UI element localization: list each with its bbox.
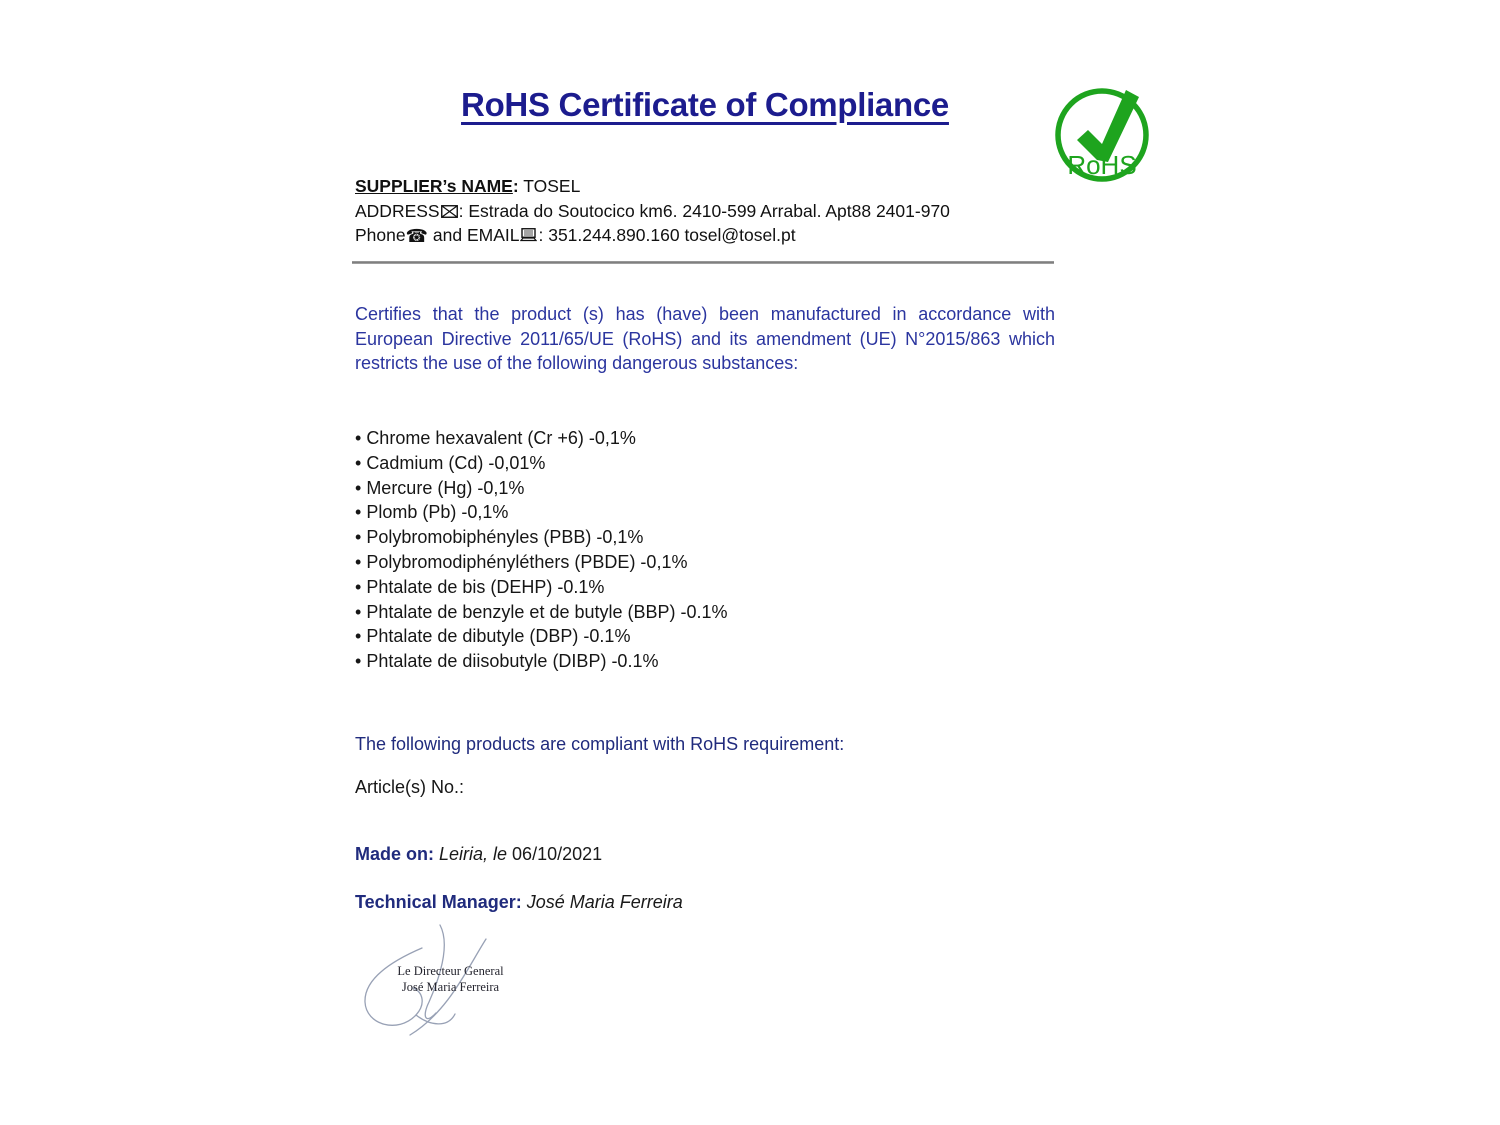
signature-caption <box>388 963 513 995</box>
contact-value: : 351.244.890.160 tosel@tosel.pt <box>538 225 796 246</box>
substance-item: • Chrome hexavalent (Cr +6) -0,1% <box>355 426 1075 451</box>
compliance-statement: The following products are compliant with RoHS requirement: <box>355 734 845 754</box>
technical-manager-label: Technical Manager: <box>355 892 522 912</box>
substances-list <box>355 426 1075 674</box>
substance-item: • Phtalate de dibutyle (DBP) -0.1% <box>355 624 1075 649</box>
made-on-place: Leiria, le <box>434 844 508 864</box>
computer-icon <box>520 228 537 242</box>
email-label: and EMAIL <box>428 225 520 246</box>
phone-label: Phone <box>355 225 406 246</box>
supplier-address-line <box>355 199 1075 224</box>
address-label: ADDRESS <box>355 200 440 221</box>
made-on-label: Made on: <box>355 844 434 864</box>
substance-item: • Plomb (Pb) -0,1% <box>355 500 1075 525</box>
substance-item: • Mercure (Hg) -0,1% <box>355 476 1075 501</box>
page-title: RoHS Certificate of Compliance <box>461 86 949 123</box>
address-value: : Estrada do Soutocico km6. 2410-599 Arrabal. Apt88 2401-970 <box>458 200 950 221</box>
supplier-name-label: SUPPLIER’s NAME <box>355 176 513 196</box>
telephone-icon: ☎ <box>405 226 429 248</box>
horizontal-divider <box>352 261 1054 264</box>
substance-item: • Polybromodiphényléthers (PBDE) -0,1% <box>355 550 1075 575</box>
rohs-logo-label: RoHS <box>1067 150 1137 180</box>
signature-name: José Maria Ferreira <box>401 980 500 994</box>
certification-paragraph: Certifies that the product (s) has (have) been manufactured in accordance with European Directive 2011/65/UE (RoHS) and its amendment (UE) N°2015/863 which restricts the use of the following dangerous substances: <box>355 304 1055 374</box>
supplier-block <box>355 174 1075 248</box>
technical-manager-name: José Maria Ferreira <box>521 892 683 912</box>
substance-item: • Polybromobiphényles (PBB) -0,1% <box>355 525 1075 550</box>
supplier-name-line <box>355 174 1075 199</box>
supplier-name-value: TOSEL <box>518 176 581 196</box>
made-on-date: 06/10/2021 <box>507 844 603 864</box>
substance-item: • Phtalate de benzyle et de butyle (BBP) -0.1% <box>355 600 1075 625</box>
substance-item: • Phtalate de diisobutyle (DIBP) -0.1% <box>355 649 1075 674</box>
article-number-line: Article(s) No.: <box>355 777 465 797</box>
rohs-logo <box>1052 78 1152 188</box>
supplier-contact-line <box>355 223 1075 248</box>
substance-item: • Phtalate de bis (DEHP) -0.1% <box>355 575 1075 600</box>
supplier-name-colon: : <box>512 176 519 196</box>
technical-manager-line <box>355 892 1075 913</box>
made-on-line <box>355 844 1075 865</box>
substance-item: • Cadmium (Cd) -0,01% <box>355 451 1075 476</box>
envelope-icon <box>441 205 458 218</box>
signature-title: Le Directeur General <box>397 964 504 978</box>
